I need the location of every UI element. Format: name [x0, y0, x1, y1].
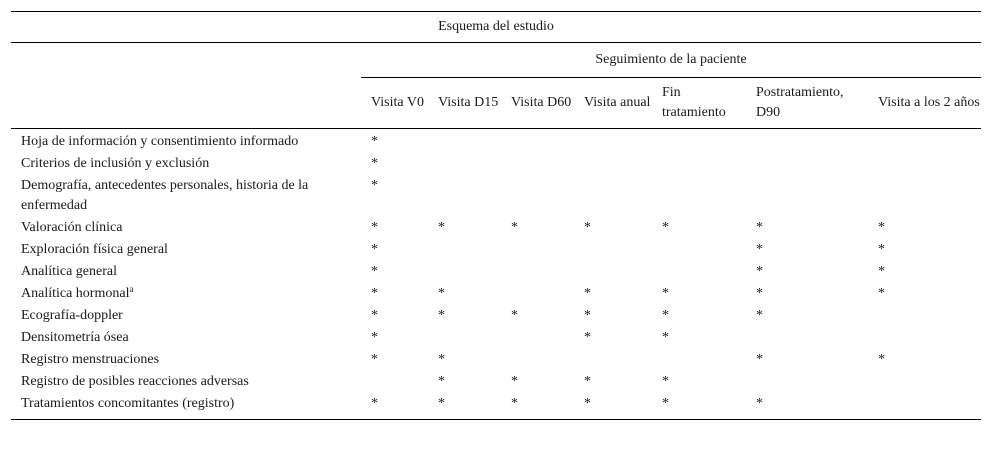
schedule-cell [428, 371, 501, 393]
schedule-cell [652, 261, 746, 283]
schedule-cell [428, 305, 501, 327]
table-row [11, 175, 981, 217]
schedule-cell [868, 239, 981, 261]
row-label [11, 129, 361, 154]
schedule-cell [746, 393, 868, 420]
row-label-text: Registro de posibles reacciones adversas [21, 374, 249, 389]
asterisk-mark: * [878, 352, 885, 367]
schedule-cell [361, 371, 428, 393]
schedule-cell [361, 261, 428, 283]
schedule-cell [501, 371, 574, 393]
schedule-cell [652, 217, 746, 239]
row-label [11, 305, 361, 327]
schedule-cell [501, 283, 574, 305]
row-label [11, 371, 361, 393]
schedule-cell [428, 153, 501, 175]
table-title: Esquema del estudio [11, 12, 981, 43]
asterisk-mark: * [371, 220, 378, 235]
schedule-cell [652, 393, 746, 420]
schedule-cell [868, 129, 981, 154]
schedule-cell [501, 129, 574, 154]
schedule-cell [746, 129, 868, 154]
row-label-text: Tratamientos concomitantes (registro) [21, 396, 235, 411]
asterisk-mark: * [756, 308, 763, 323]
asterisk-mark: * [756, 220, 763, 235]
row-label [11, 153, 361, 175]
schedule-cell [652, 349, 746, 371]
schedule-cell [361, 283, 428, 305]
schedule-cell [501, 393, 574, 420]
row-label-text: Densitometría ósea [21, 330, 129, 345]
asterisk-mark: * [511, 374, 518, 389]
schedule-cell [428, 349, 501, 371]
schedule-cell [652, 239, 746, 261]
schedule-cell [501, 175, 574, 217]
schedule-cell [501, 261, 574, 283]
asterisk-mark: * [371, 330, 378, 345]
schedule-cell [574, 129, 652, 154]
asterisk-mark: * [756, 396, 763, 411]
schedule-cell [868, 327, 981, 349]
asterisk-mark: * [511, 308, 518, 323]
schedule-cell [361, 327, 428, 349]
row-label [11, 217, 361, 239]
schedule-cell [746, 327, 868, 349]
asterisk-mark: * [511, 396, 518, 411]
schedule-cell [746, 305, 868, 327]
row-label-text: Analítica hormonal [21, 286, 130, 301]
schedule-cell [868, 371, 981, 393]
schedule-cell [746, 349, 868, 371]
schedule-cell [868, 349, 981, 371]
schedule-cell [746, 175, 868, 217]
asterisk-mark: * [878, 264, 885, 279]
table-body [11, 129, 981, 420]
table-row [11, 153, 981, 175]
column-header: Fin tratamiento [652, 78, 746, 129]
schedule-cell [868, 261, 981, 283]
asterisk-mark: * [662, 396, 669, 411]
asterisk-mark: * [438, 374, 445, 389]
schedule-cell [574, 239, 652, 261]
table-row [11, 327, 981, 349]
schedule-cell [868, 305, 981, 327]
asterisk-mark: * [584, 308, 591, 323]
asterisk-mark: * [438, 396, 445, 411]
schedule-cell [574, 327, 652, 349]
row-label [11, 283, 361, 305]
schedule-cell [574, 305, 652, 327]
schedule-cell [361, 393, 428, 420]
asterisk-mark: * [438, 308, 445, 323]
schedule-cell [652, 371, 746, 393]
schedule-cell [746, 239, 868, 261]
asterisk-mark: * [756, 264, 763, 279]
table-row [11, 305, 981, 327]
column-header: Visita D15 [428, 78, 501, 129]
asterisk-mark: * [662, 220, 669, 235]
schedule-cell [746, 153, 868, 175]
schedule-cell [428, 129, 501, 154]
asterisk-mark: * [371, 156, 378, 171]
table-row [11, 217, 981, 239]
schedule-cell [428, 239, 501, 261]
schedule-cell [652, 175, 746, 217]
asterisk-mark: * [438, 220, 445, 235]
schedule-cell [574, 283, 652, 305]
table-row [11, 239, 981, 261]
column-header: Visita D60 [501, 78, 574, 129]
row-label-text: Hoja de información y consentimiento informado [21, 134, 299, 149]
asterisk-mark: * [584, 374, 591, 389]
schedule-cell [501, 217, 574, 239]
asterisk-mark: * [878, 286, 885, 301]
schedule-cell [361, 305, 428, 327]
schedule-cell [746, 217, 868, 239]
asterisk-mark: * [584, 330, 591, 345]
column-header-row [11, 78, 981, 129]
column-header: Visita a los 2 años [868, 78, 981, 129]
asterisk-mark: * [662, 330, 669, 345]
schedule-cell [361, 349, 428, 371]
column-header: Postratamiento, D90 [746, 78, 868, 129]
row-label [11, 349, 361, 371]
schedule-cell [428, 261, 501, 283]
asterisk-mark: * [371, 286, 378, 301]
table-title-row [11, 12, 981, 43]
asterisk-mark: * [756, 242, 763, 257]
asterisk-mark: * [438, 352, 445, 367]
group-header-row [11, 43, 981, 78]
schedule-cell [361, 239, 428, 261]
table-row [11, 371, 981, 393]
schedule-cell [746, 283, 868, 305]
row-label-header [11, 78, 361, 129]
schedule-cell [428, 393, 501, 420]
asterisk-mark: * [371, 264, 378, 279]
schedule-cell [746, 371, 868, 393]
asterisk-mark: * [756, 352, 763, 367]
row-label-text: Valoración clínica [21, 220, 123, 235]
row-label [11, 393, 361, 420]
asterisk-mark: * [662, 286, 669, 301]
schedule-cell [361, 217, 428, 239]
asterisk-mark: * [371, 134, 378, 149]
asterisk-mark: * [584, 396, 591, 411]
row-label-text: Registro menstruaciones [21, 352, 160, 367]
row-label [11, 327, 361, 349]
asterisk-mark: * [371, 178, 378, 193]
schedule-cell [868, 393, 981, 420]
schedule-cell [868, 175, 981, 217]
table-row [11, 261, 981, 283]
asterisk-mark: * [878, 242, 885, 257]
schedule-cell [428, 217, 501, 239]
schedule-cell [652, 153, 746, 175]
row-label [11, 175, 361, 217]
asterisk-mark: * [662, 308, 669, 323]
row-label-text: Criterios de inclusión y exclusión [21, 156, 210, 171]
schedule-cell [428, 327, 501, 349]
schedule-cell [574, 175, 652, 217]
schedule-cell [574, 217, 652, 239]
schedule-cell [746, 261, 868, 283]
schedule-cell [501, 349, 574, 371]
asterisk-mark: * [584, 220, 591, 235]
column-header: Visita anual [574, 78, 652, 129]
schedule-cell [501, 153, 574, 175]
schedule-cell [501, 327, 574, 349]
schedule-cell [574, 349, 652, 371]
table-row [11, 393, 981, 420]
footnote-marker: a [129, 284, 134, 294]
schedule-cell [574, 393, 652, 420]
asterisk-mark: * [756, 286, 763, 301]
row-label-text: Ecografía-doppler [21, 308, 123, 323]
row-label-text: Exploración física general [21, 242, 168, 257]
asterisk-mark: * [371, 396, 378, 411]
table-row [11, 283, 981, 305]
schedule-cell [501, 305, 574, 327]
study-schedule-table [11, 11, 981, 420]
schedule-cell [868, 217, 981, 239]
schedule-cell [574, 371, 652, 393]
asterisk-mark: * [511, 220, 518, 235]
schedule-cell [868, 283, 981, 305]
schedule-cell [361, 129, 428, 154]
asterisk-mark: * [371, 308, 378, 323]
schedule-cell [652, 327, 746, 349]
row-label [11, 239, 361, 261]
row-label-text: Analítica general [21, 264, 118, 279]
row-label [11, 261, 361, 283]
table-row [11, 129, 981, 154]
schedule-cell [652, 283, 746, 305]
schedule-cell [361, 175, 428, 217]
schedule-cell [574, 153, 652, 175]
asterisk-mark: * [438, 286, 445, 301]
schedule-cell [868, 153, 981, 175]
schedule-cell [652, 129, 746, 154]
schedule-cell [428, 283, 501, 305]
table-row [11, 349, 981, 371]
asterisk-mark: * [371, 242, 378, 257]
schedule-cell [652, 305, 746, 327]
study-schedule-table-container [11, 11, 981, 420]
row-label-text: Demografía, antecedentes personales, historia de la enfermedad [21, 178, 309, 213]
schedule-cell [501, 239, 574, 261]
asterisk-mark: * [584, 286, 591, 301]
asterisk-mark: * [371, 352, 378, 367]
schedule-cell [428, 175, 501, 217]
schedule-cell [574, 261, 652, 283]
column-header: Visita V0 [361, 78, 428, 129]
asterisk-mark: * [878, 220, 885, 235]
group-header: Seguimiento de la paciente [361, 43, 981, 78]
asterisk-mark: * [662, 374, 669, 389]
schedule-cell [361, 153, 428, 175]
group-header-spacer [11, 43, 361, 78]
